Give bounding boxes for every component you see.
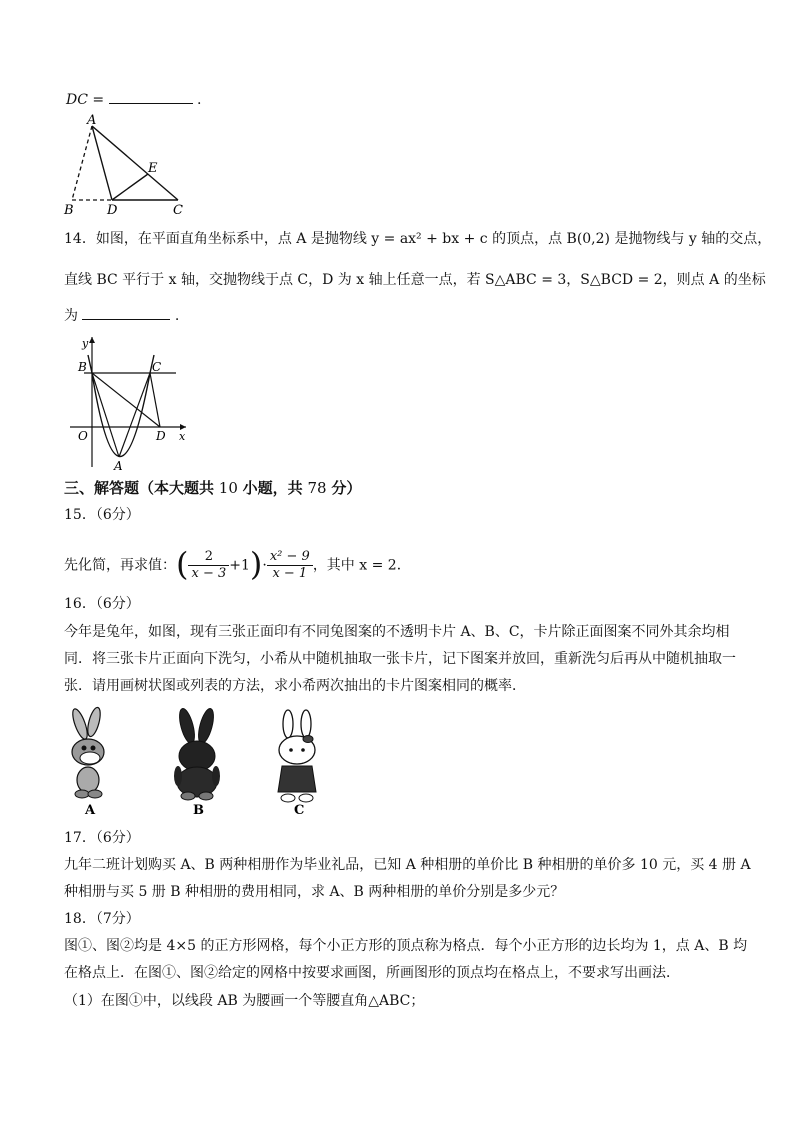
q14-label-d: D — [156, 429, 166, 443]
q17-header: 17．（6分） — [64, 830, 140, 846]
q13-answer-blank[interactable] — [109, 89, 193, 104]
q15-expression-line — [64, 544, 411, 583]
card-label-b: B — [193, 803, 204, 818]
q14-parabola-figure — [62, 333, 192, 473]
section3-title-tail: 分） — [331, 479, 362, 497]
q14-parabola — [92, 355, 154, 457]
q18-header: 18．（7分） — [64, 911, 140, 927]
q14-label-c: C — [152, 360, 162, 374]
q14-label-x: x — [179, 430, 186, 443]
q14-line2: 直线 BC 平行于 x 轴，交抛物线于点 C，D 为 x 轴上任意一点，若 S△ABC = 3，S△BCD = 2，则点 A 的坐标 — [64, 272, 766, 288]
q18-line3: （1）在图①中，以线段 AB 为腰画一个等腰直角△ABC； — [64, 993, 425, 1009]
q15-text-after: ，其中 x = 2． — [312, 557, 411, 574]
q15-right-paren: ) — [249, 544, 263, 583]
q14-y-axis-arrow — [89, 337, 95, 343]
rabbit-c-image — [278, 710, 316, 802]
q13-label-e: E — [148, 161, 158, 176]
q13-edge-ac — [92, 126, 178, 200]
q14-segment-cd — [150, 373, 160, 427]
q17-line1: 九年二班计划购买 A、B 两种相册作为毕业礼品，已知 A 种相册的单价比 B 种相册的单价多 10 元，买 4 册 A — [64, 857, 751, 873]
q14-period: . — [174, 308, 180, 324]
q14-segment-ba — [92, 373, 119, 457]
q15-fraction-2 — [267, 549, 313, 582]
q14-label-b: B — [78, 360, 87, 374]
section3-title — [64, 478, 361, 498]
q16-line1: 今年是兔年，如图，现有三张正面印有不同兔图案的不透明卡片 A、B、C，卡片除正面图案不同外其余均相 — [64, 624, 730, 640]
q15-frac2-numerator: x² − 9 — [267, 549, 313, 566]
q14-line3-prefix: 为 — [64, 308, 78, 324]
q16-line3: 张．请用画树状图或列表的方法，求小希两次抽出的卡片图案相同的概率． — [64, 678, 526, 694]
q15-left-paren: ( — [176, 544, 189, 583]
rabbit-a-image — [70, 706, 104, 798]
q16-line2: 同．将三张卡片正面向下洗匀，小希从中随机抽取一张卡片，记下图案并放回，重新洗匀后再从中随机抽取一 — [64, 651, 736, 667]
card-label-a: A — [85, 803, 96, 818]
q13-edge-de — [112, 174, 148, 200]
section3-count: 10 — [218, 479, 238, 497]
q13-triangle-figure — [60, 112, 190, 220]
q13-edge-ab-dashed — [72, 126, 92, 200]
rabbit-b-image — [174, 707, 220, 800]
q13-edge-ad — [92, 126, 112, 200]
q14-label-y: y — [82, 337, 89, 350]
q15-text-before: 先化简，再求值： — [64, 557, 176, 574]
q14-label-o: O — [78, 429, 88, 443]
card-label-c: C — [294, 803, 305, 818]
q14-line3 — [64, 305, 179, 326]
q18-line2: 在格点上．在图①、图②给定的网格中按要求画图，所画图形的顶点均在格点上，不要求写出画法． — [64, 965, 680, 981]
q14-answer-blank[interactable] — [82, 305, 170, 320]
q14-label-a: A — [114, 459, 123, 473]
section3-score: 78 — [307, 479, 327, 497]
q15-frac1-numerator: 2 — [188, 549, 229, 566]
q13-answer-line — [66, 89, 201, 110]
q13-label-c: C — [173, 203, 183, 218]
q18-line1: 图①、图②均是 4×5 的正方形网格，每个小正方形的顶点称为格点．每个小正方形的边长均为 1，点 A、B 均 — [64, 938, 748, 954]
section3-title-prefix: 三、解答题（本大题共 — [64, 479, 215, 497]
q14-line1: 14．如图，在平面直角坐标系中，点 A 是抛物线 y = ax² + bx + c 的顶点，点 B(0,2) 是抛物线与 y 轴的交点， — [64, 231, 772, 247]
q15-plus-one: +1 — [229, 557, 250, 574]
q17-line2: 种相册与买 5 册 B 种相册的费用相同，求 A、B 两种相册的单价分别是多少元？ — [64, 884, 565, 900]
q15-header: 15．（6分） — [64, 507, 140, 523]
q16-header: 16．（6分） — [64, 596, 140, 612]
q14-segment-bd — [92, 373, 160, 427]
q15-fraction-1 — [188, 549, 229, 582]
q13-label-d: D — [107, 203, 118, 218]
q16-rabbit-cards — [60, 706, 330, 821]
q13-answer-prefix: DC = — [66, 92, 105, 108]
q13-label-b: B — [64, 203, 74, 218]
q15-dot: · — [262, 557, 267, 574]
q13-label-a: A — [87, 113, 97, 128]
section3-title-mid: 小题，共 — [242, 479, 303, 497]
q15-frac1-denominator: x − 3 — [191, 566, 227, 581]
q13-period: . — [197, 92, 202, 108]
q15-frac2-denominator: x − 1 — [272, 566, 308, 581]
